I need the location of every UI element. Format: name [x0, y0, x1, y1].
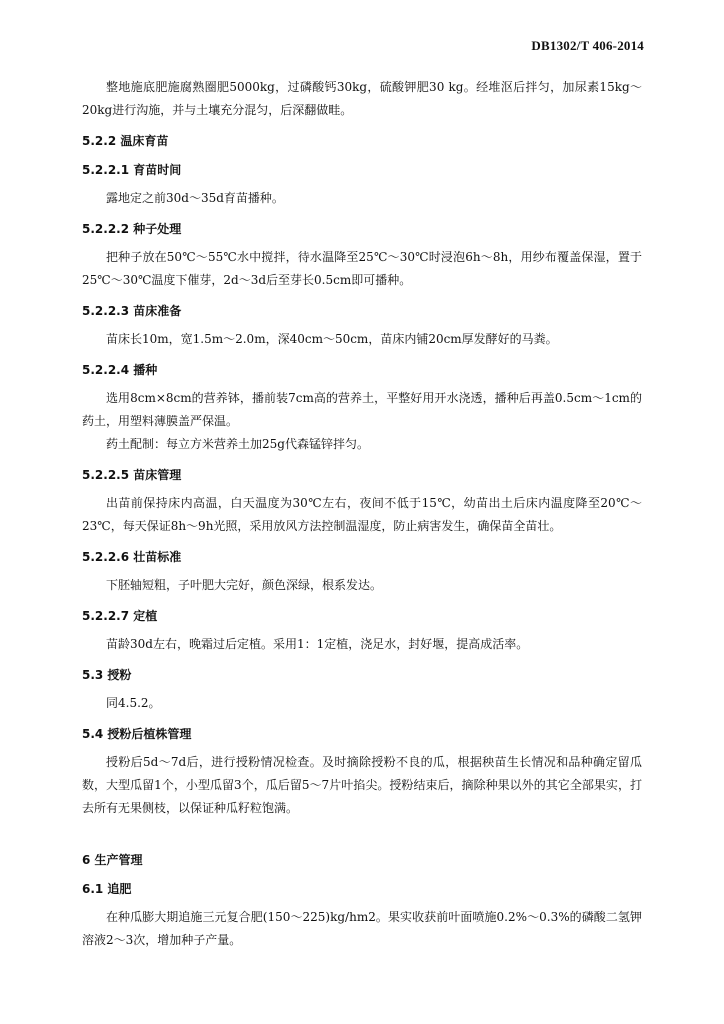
- document-code: DB1302/T 406-2014: [531, 38, 644, 53]
- paragraph: 整地施底肥施腐熟圈肥5000kg，过磷酸钙30kg，硫酸钾肥30 kg。经堆沤后拌匀，加尿素15kg～20kg进行沟施，并与土壤充分混匀，后深翻做畦。: [82, 80, 642, 117]
- section-heading: 5.2.2.7 定植: [82, 609, 158, 623]
- section-heading: 5.2.2 温床育苗: [82, 134, 169, 148]
- paragraph: 苗床长10m，宽1.5m～2.0m，深40cm～50cm，苗床内铺20cm厚发酵好的马粪。: [106, 332, 558, 346]
- section-heading: 6.1 追肥: [82, 882, 132, 896]
- section-heading: 6 生产管理: [82, 853, 143, 867]
- section-heading: 5.3 授粉: [82, 668, 132, 682]
- paragraph: 苗龄30d左右，晚霜过后定植。采用1：1定植，浇足水，封好堰，提高成活率。: [106, 637, 529, 651]
- section-heading: 5.2.2.4 播种: [82, 363, 158, 377]
- section-heading: 5.2.2.6 壮苗标准: [82, 550, 182, 564]
- section-heading: 5.4 授粉后植株管理: [82, 727, 192, 741]
- paragraph: 同4.5.2。: [106, 696, 161, 710]
- paragraph: 出苗前保持床内高温，白天温度为30℃左右，夜间不低于15℃，幼苗出土后床内温度降至20℃～23℃，每天保证8h～9h光照，采用放风方法控制温湿度，防止病害发生，确保苗全苗壮。: [82, 496, 642, 533]
- paragraph: 把种子放在50℃～55℃水中搅拌，待水温降至25℃～30℃时浸泡6h～8h，用纱布覆盖保湿，置于25℃～30℃温度下催芽，2d～3d后至芽长0.5cm即可播种。: [82, 250, 642, 287]
- paragraph: 露地定之前30d～35d育苗播种。: [106, 191, 284, 205]
- paragraph: 下胚轴短粗，子叶肥大完好，颜色深绿，根系发达。: [106, 578, 383, 592]
- section-heading: 5.2.2.2 种子处理: [82, 222, 182, 236]
- section-heading: 5.2.2.5 苗床管理: [82, 468, 182, 482]
- document-body: [82, 76, 642, 952]
- paragraph: 药土配制：每立方米营养土加25g代森锰锌拌匀。: [106, 437, 369, 451]
- paragraph: 授粉后5d～7d后，进行授粉情况检查。及时摘除授粉不良的瓜，根据秧苗生长情况和品种确定留瓜数，大型瓜留1个，小型瓜留3个，瓜后留5～7片叶掐尖。授粉结束后，摘除种果以外的其它全部果实，打去所有无果侧枝，以保证种瓜籽粒饱满。: [82, 755, 642, 815]
- section-heading: 5.2.2.3 苗床准备: [82, 304, 182, 318]
- paragraph: 选用8cm×8cm的营养钵，播前装7cm高的营养土，平整好用开水浇透，播种后再盖0.5cm～1cm的药土，用塑料薄膜盖严保温。: [82, 391, 642, 428]
- paragraph: 在种瓜膨大期追施三元复合肥(150～225)kg/hm2。果实收获前叶面喷施0.2%～0.3%的磷酸二氢钾溶液2～3次，增加种子产量。: [82, 910, 642, 947]
- section-heading: 5.2.2.1 育苗时间: [82, 163, 182, 177]
